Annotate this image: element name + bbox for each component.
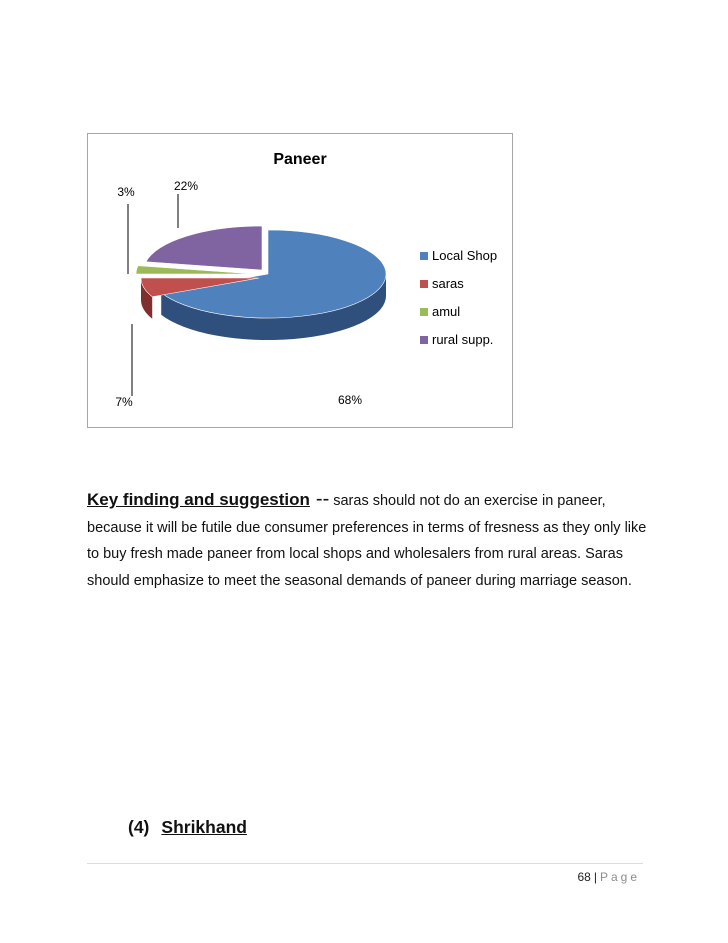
legend-swatch-local-shop (420, 252, 428, 260)
pie-slice-rural-supp (146, 226, 262, 270)
section-heading (128, 817, 247, 838)
section-title: Shrikhand (161, 817, 247, 837)
legend-label-rural-supp: rural supp. (432, 332, 494, 347)
key-finding-body: because it will be futile due consumer preferences in terms of fresness as they only like to buy fresh made paneer from local shops and wholesalers from rural areas. Saras should emphasize to meet the seasonal demands of paneer during marriage season. (87, 519, 647, 589)
data-label-saras: 7% (115, 395, 133, 409)
legend-swatch-amul (420, 308, 428, 316)
data-label-rural-supp: 22% (173, 179, 199, 193)
page-number: 68 (577, 870, 591, 884)
legend-label-local-shop: Local Shop (432, 248, 498, 263)
key-finding-paragraph (87, 486, 647, 594)
legend-swatch-rural-supp (420, 336, 428, 344)
page-footer (577, 870, 640, 884)
legend-label-saras: saras (432, 276, 464, 291)
chart-title: Paneer (273, 151, 327, 168)
legend-label-amul: amul (432, 304, 461, 319)
key-finding-first-line: saras should not do an exercise in paneer, (333, 493, 606, 509)
section-number: (4) (128, 817, 150, 837)
data-label-amul: 3% (117, 185, 135, 199)
key-finding-dash: -- (315, 488, 330, 510)
footer-separator: | (593, 870, 597, 884)
key-finding-heading: Key finding and suggestion (87, 490, 310, 509)
page-word: Page (599, 870, 640, 884)
footer-rule (87, 863, 643, 864)
paneer-pie-chart (88, 134, 512, 427)
pie-chart-frame (87, 133, 513, 428)
legend-swatch-saras (420, 280, 428, 288)
data-label-local-shop: 68% (337, 393, 363, 407)
